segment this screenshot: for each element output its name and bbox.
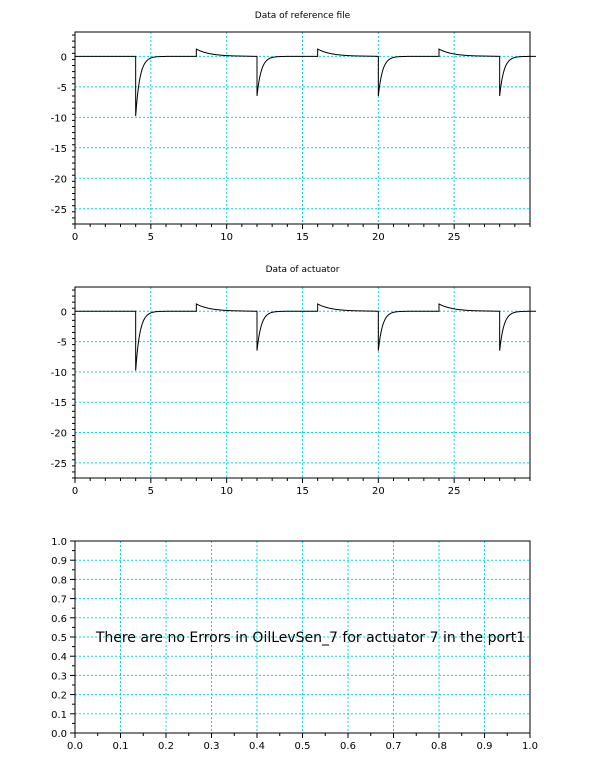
y-tick-label: 0.5 [51, 633, 67, 644]
y-tick-label: 0.4 [51, 652, 67, 664]
x-tick-label: 0.3 [203, 741, 220, 752]
y-tick-label: 0.7 [51, 594, 67, 606]
y-tick-label: 0.6 [51, 613, 67, 625]
annotation-text: There are no Errors in OilLevSen_7 for actuator 7 in the port1 [95, 630, 526, 646]
x-tick-label: 0.4 [249, 741, 265, 752]
y-tick-label: -5 [57, 82, 67, 94]
x-tick-label: 15 [296, 486, 309, 497]
y-tick-label: -15 [50, 398, 67, 410]
chart-title: Data of actuator [265, 265, 340, 275]
data-series-line [75, 49, 536, 116]
x-tick-label: 1.0 [522, 741, 538, 752]
x-tick-label: 0.1 [112, 741, 129, 752]
x-tick-label: 0.6 [340, 741, 356, 752]
y-tick-label: -25 [50, 204, 67, 216]
y-tick-label: 0 [60, 52, 67, 64]
x-tick-label: 0 [71, 232, 79, 243]
chart-3 [51, 537, 538, 752]
x-tick-label: 10 [220, 486, 234, 497]
x-tick-label: 10 [220, 232, 234, 243]
x-tick-label: 0.0 [67, 741, 83, 752]
y-tick-label: 0.2 [51, 690, 67, 702]
x-tick-label: 0 [71, 486, 79, 497]
y-tick-label: -10 [50, 367, 67, 379]
y-tick-label: -20 [50, 174, 67, 186]
x-tick-label: 20 [371, 486, 385, 497]
chart-2 [51, 265, 536, 497]
x-tick-label: 0.7 [385, 741, 402, 752]
x-tick-label: 0.5 [294, 741, 311, 752]
x-tick-label: 0.8 [431, 741, 447, 752]
x-tick-label: 0.2 [158, 741, 174, 752]
x-tick-label: 0.9 [476, 741, 493, 752]
y-tick-label: -25 [50, 458, 67, 470]
y-tick-label: -5 [57, 337, 67, 349]
y-tick-label: -10 [50, 113, 67, 125]
y-tick-label: 0 [60, 307, 67, 319]
y-tick-label: 1.0 [51, 537, 67, 548]
y-tick-label: 0.8 [51, 575, 67, 587]
x-tick-label: 20 [371, 232, 385, 243]
chart-title: Data of reference file [254, 11, 351, 21]
y-tick-label: 0.3 [51, 671, 67, 683]
x-tick-label: 25 [447, 486, 461, 497]
chart-1 [51, 11, 536, 243]
x-tick-label: 15 [296, 232, 309, 243]
y-tick-label: -20 [50, 428, 67, 440]
y-tick-label: 0.0 [51, 729, 67, 740]
x-tick-label: 25 [447, 232, 461, 243]
data-series-line [75, 304, 536, 371]
x-tick-label: 5 [147, 486, 155, 497]
y-tick-label: 0.9 [51, 556, 67, 568]
y-tick-label: -15 [50, 143, 67, 155]
x-tick-label: 5 [147, 232, 155, 243]
y-tick-label: 0.1 [51, 709, 67, 721]
